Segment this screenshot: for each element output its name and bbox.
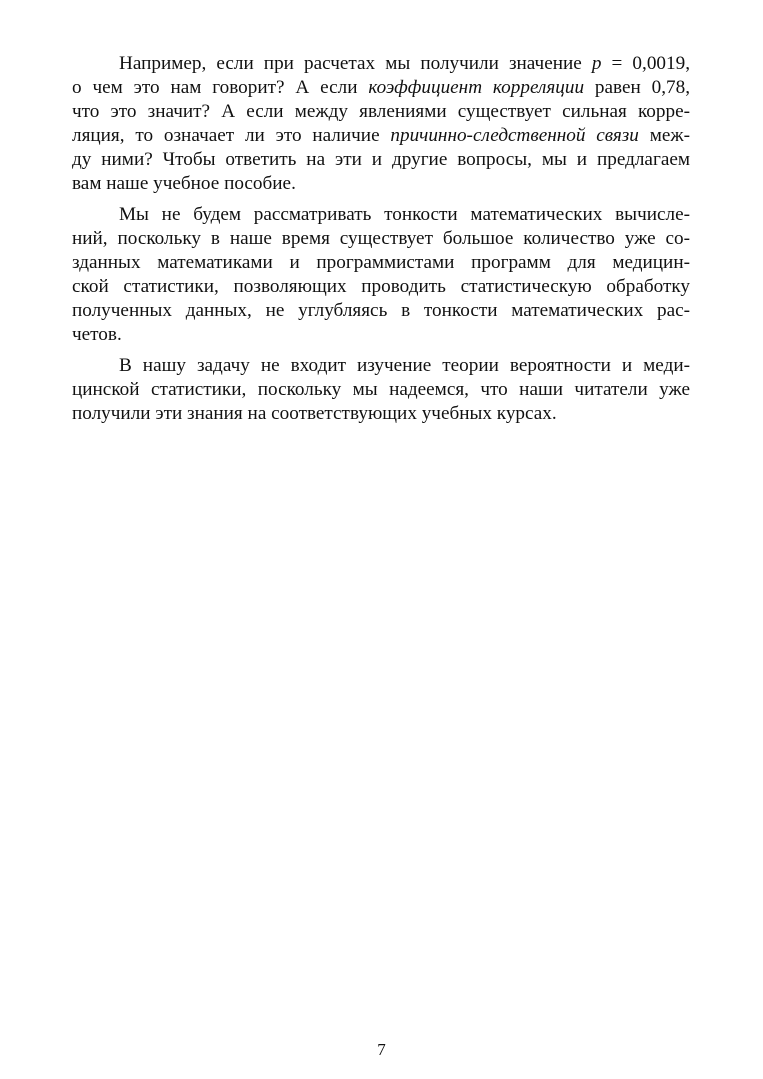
text-segment: о чем это нам говорит? А если (72, 77, 369, 98)
text-line (72, 100, 690, 124)
text-segment: полученных данных, не углубляясь в тонкости математических рас- (72, 300, 690, 321)
text-line (72, 148, 690, 172)
text-segment: равен 0,78, (584, 77, 691, 98)
paragraph-gap (72, 347, 690, 354)
paragraph (72, 52, 690, 196)
text-segment: Мы не будем рассматривать тонкости математических вычисле- (119, 204, 690, 225)
text-line (72, 299, 690, 323)
italic-term: причинно-следственной связи (390, 125, 639, 146)
text-line (72, 124, 690, 148)
body-text (72, 52, 690, 426)
text-segment: = 0,0019, (601, 53, 690, 74)
italic-term: коэффициент корреляции (368, 77, 585, 98)
text-line (72, 323, 690, 347)
text-line (72, 172, 690, 196)
text-segment: ний, поскольку в наше время существует большое количество уже со- (72, 228, 690, 249)
text-segment: В нашу задачу не входит изучение теории вероятности и меди- (119, 355, 690, 376)
paragraph (72, 354, 690, 426)
text-line (72, 76, 690, 100)
text-segment: четов. (72, 324, 122, 345)
text-segment: что это значит? А если между явлениями существует сильная корре- (72, 101, 690, 122)
text-line (72, 203, 690, 227)
text-segment: ду ними? Чтобы ответить на эти и другие вопросы, мы и предлагаем (72, 149, 690, 170)
text-segment: цинской статистики, поскольку мы надеемся, что наши читатели уже (72, 379, 690, 400)
text-segment: вам наше учебное пособие. (72, 173, 296, 194)
text-line (72, 52, 690, 76)
page-number: 7 (377, 1040, 386, 1059)
text-segment: Например, если при расчетах мы получили значение (119, 53, 592, 74)
text-segment: меж- (638, 125, 690, 146)
paragraph (72, 203, 690, 347)
text-segment: ляция, то означает ли это наличие (72, 125, 391, 146)
text-line (72, 402, 690, 426)
text-line (72, 354, 690, 378)
italic-term: p (591, 53, 602, 74)
paragraph-gap (72, 196, 690, 203)
text-segment: зданных математиками и программистами программ для медицин- (72, 252, 690, 273)
text-segment: ской статистики, позволяющих проводить статистическую обработку (72, 276, 690, 297)
text-segment: получили эти знания на соответствующих учебных курсах. (72, 403, 557, 424)
text-line (72, 251, 690, 275)
text-line (72, 378, 690, 402)
text-line (72, 227, 690, 251)
text-line (72, 275, 690, 299)
